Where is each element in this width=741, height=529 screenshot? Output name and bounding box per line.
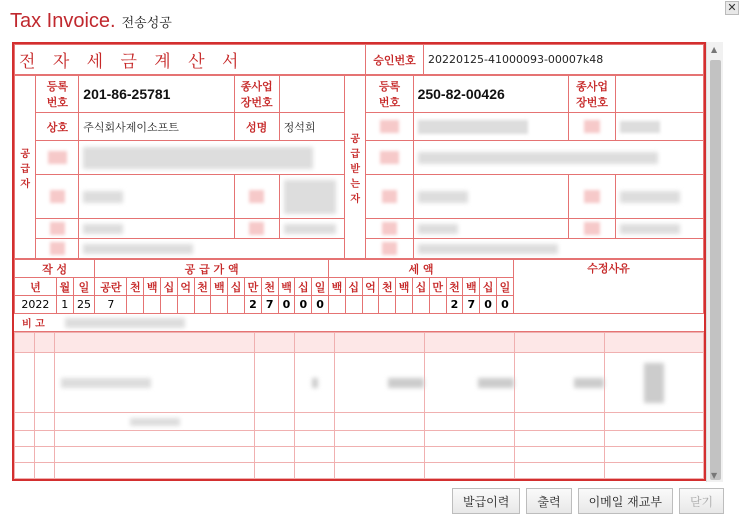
- amount-value-cell: [379, 296, 396, 314]
- amount-column-header: 월: [56, 278, 73, 296]
- buyer-biztype-blurred: [418, 191, 468, 203]
- amount-column-header: 천: [261, 278, 278, 296]
- invoice-title: 전 자 세 금 계 산 서: [15, 45, 366, 75]
- amount-column-header: 십: [345, 278, 362, 296]
- buyer-reg-number: 250-82-00426: [413, 76, 568, 113]
- amount-column-header: 백: [278, 278, 295, 296]
- amount-value-cell: [345, 296, 362, 314]
- buyer-side-label: 공 급 받 는 자: [345, 76, 366, 259]
- amount-value-cell: 0: [295, 296, 312, 314]
- buyer-branch-label: 종사업 장번호: [568, 76, 615, 113]
- supplier-rep-label: 성명: [234, 113, 279, 141]
- amount-value-cell: [194, 296, 211, 314]
- buyer-contact-label-blurred: [382, 222, 397, 235]
- amount-column-header: 천: [446, 278, 463, 296]
- scroll-up-icon[interactable]: ▲: [711, 45, 718, 54]
- amount-value-cell: 0: [278, 296, 295, 314]
- supplier-biztype-blurred: [83, 191, 123, 203]
- approval-label: 승인번호: [366, 45, 424, 75]
- buyer-email-blurred: [418, 244, 558, 254]
- dialog-header: [10, 10, 172, 36]
- supplier-name: 주식회사제이소프트: [79, 113, 234, 141]
- amount-value-cell: [211, 296, 228, 314]
- buyer-contact-blurred: [418, 224, 458, 234]
- amount-value-cell: 0: [312, 296, 329, 314]
- buyer-reg-label: 등록 번호: [366, 76, 413, 113]
- supplier-reg-label: 등록 번호: [36, 76, 79, 113]
- supplier-email-label-blurred: [50, 242, 65, 255]
- supply-amount-header: 공 급 가 액: [95, 260, 329, 278]
- buyer-email-label-blurred: [382, 242, 397, 255]
- amount-column-header: 백: [144, 278, 161, 296]
- supplier-side-label: 공 급 자: [15, 76, 36, 259]
- buyer-address-label-blurred: [380, 151, 399, 164]
- vertical-scrollbar[interactable]: [706, 42, 723, 482]
- table-row: [15, 353, 704, 413]
- amount-column-header: 억: [362, 278, 379, 296]
- amount-column-header: 만: [429, 278, 446, 296]
- amount-value-cell: [228, 296, 245, 314]
- amount-column-header: 십: [295, 278, 312, 296]
- table-row: [15, 431, 704, 447]
- amount-column-header: 일: [73, 278, 95, 296]
- parties-table: [14, 75, 704, 259]
- amount-value-cell: 7: [463, 296, 480, 314]
- amount-value-cell: 7: [95, 296, 127, 314]
- amount-column-header: 백: [211, 278, 228, 296]
- supplier-rep: 정석희: [279, 113, 344, 141]
- amount-value-cell: [177, 296, 194, 314]
- tax-amount-header: 세 액: [329, 260, 514, 278]
- dialog-title: Tax Invoice.: [10, 10, 116, 32]
- scrollbar-thumb[interactable]: [710, 60, 721, 480]
- close-icon[interactable]: ✕: [725, 1, 739, 15]
- amount-value-cell: 1: [56, 296, 73, 314]
- amount-value-cell: 2: [446, 296, 463, 314]
- revision-reason-header: 수정사유: [514, 260, 704, 314]
- amount-value-cell: 0: [496, 296, 513, 314]
- supplier-item-blurred: [284, 180, 336, 214]
- amount-column-header: 십: [228, 278, 245, 296]
- buyer-name-blurred: [418, 120, 528, 134]
- tax-invoice: [12, 42, 706, 481]
- supplier-reg-number: 201-86-25781: [79, 76, 234, 113]
- amount-value-cell: 25: [73, 296, 95, 314]
- invoice-header-table: [14, 44, 704, 75]
- amount-value-cell: [144, 296, 161, 314]
- print-button[interactable]: 출력: [526, 488, 571, 514]
- amount-value-cell: 2: [245, 296, 262, 314]
- supplier-name-label: 상호: [36, 113, 79, 141]
- close-button[interactable]: 닫기: [679, 488, 724, 514]
- buyer-phone-blurred: [620, 224, 680, 234]
- scroll-down-icon[interactable]: ▼: [711, 471, 718, 480]
- amount-value-cell: 7: [261, 296, 278, 314]
- amount-column-header: 천: [379, 278, 396, 296]
- amount-value-cell: [396, 296, 413, 314]
- supplier-phone-blurred: [284, 224, 336, 234]
- buyer-biztype-label-blurred: [382, 190, 397, 203]
- note-blurred: [65, 318, 185, 328]
- buyer-address-blurred: [418, 152, 658, 164]
- email-resend-button[interactable]: 이메일 재교부: [578, 488, 673, 514]
- table-row: [15, 413, 704, 431]
- status-text: 전송성공: [121, 16, 172, 31]
- invoice-scroll-area: [12, 42, 723, 482]
- supplier-branch-label: 종사업 장번호: [234, 76, 279, 113]
- table-row: [15, 447, 704, 463]
- item-name-blurred: [61, 378, 151, 388]
- amount-table: [14, 259, 704, 314]
- amount-column-header: 공란: [95, 278, 127, 296]
- buyer-item-blurred: [620, 191, 680, 203]
- supplier-contact-blurred: [83, 224, 123, 234]
- note-label: 비 고: [22, 319, 45, 330]
- items-table: [14, 332, 704, 479]
- amount-column-header: 백: [463, 278, 480, 296]
- amount-column-header: 십: [412, 278, 429, 296]
- buyer-name-label-blurred: [380, 120, 399, 133]
- amount-value-cell: [329, 296, 346, 314]
- approval-number: 20220125-41000093-00007k48: [424, 45, 704, 75]
- dialog-buttons: [452, 488, 724, 514]
- amount-column-header: 백: [396, 278, 413, 296]
- amount-column-header: 십: [161, 278, 178, 296]
- written-date-header: 작 성: [15, 260, 95, 278]
- amount-value-cell: [127, 296, 144, 314]
- amount-value-cell: 2022: [15, 296, 57, 314]
- supplier-contact-label-blurred: [50, 222, 65, 235]
- amount-column-header: 백: [329, 278, 346, 296]
- supplier-email-blurred: [83, 244, 193, 254]
- amount-value-cell: [362, 296, 379, 314]
- amount-value-cell: [429, 296, 446, 314]
- amount-value-cell: [161, 296, 178, 314]
- amount-column-header: 십: [480, 278, 497, 296]
- amount-column-header: 일: [496, 278, 513, 296]
- buyer-rep-blurred: [620, 121, 660, 133]
- amount-value-cell: 0: [480, 296, 497, 314]
- amount-column-header: 천: [127, 278, 144, 296]
- supplier-biztype-label-blurred: [50, 190, 65, 203]
- amount-column-header: 일: [312, 278, 329, 296]
- amount-column-header: 억: [177, 278, 194, 296]
- amount-column-header: 천: [194, 278, 211, 296]
- table-row: [15, 463, 704, 479]
- supplier-address-blurred: [83, 147, 313, 169]
- issue-history-button[interactable]: 발급이력: [452, 488, 520, 514]
- amount-column-header: 년: [15, 278, 57, 296]
- amount-column-header: 만: [245, 278, 262, 296]
- note-row: [14, 314, 704, 332]
- supplier-address-label-blurred: [48, 151, 67, 164]
- amount-value-cell: [412, 296, 429, 314]
